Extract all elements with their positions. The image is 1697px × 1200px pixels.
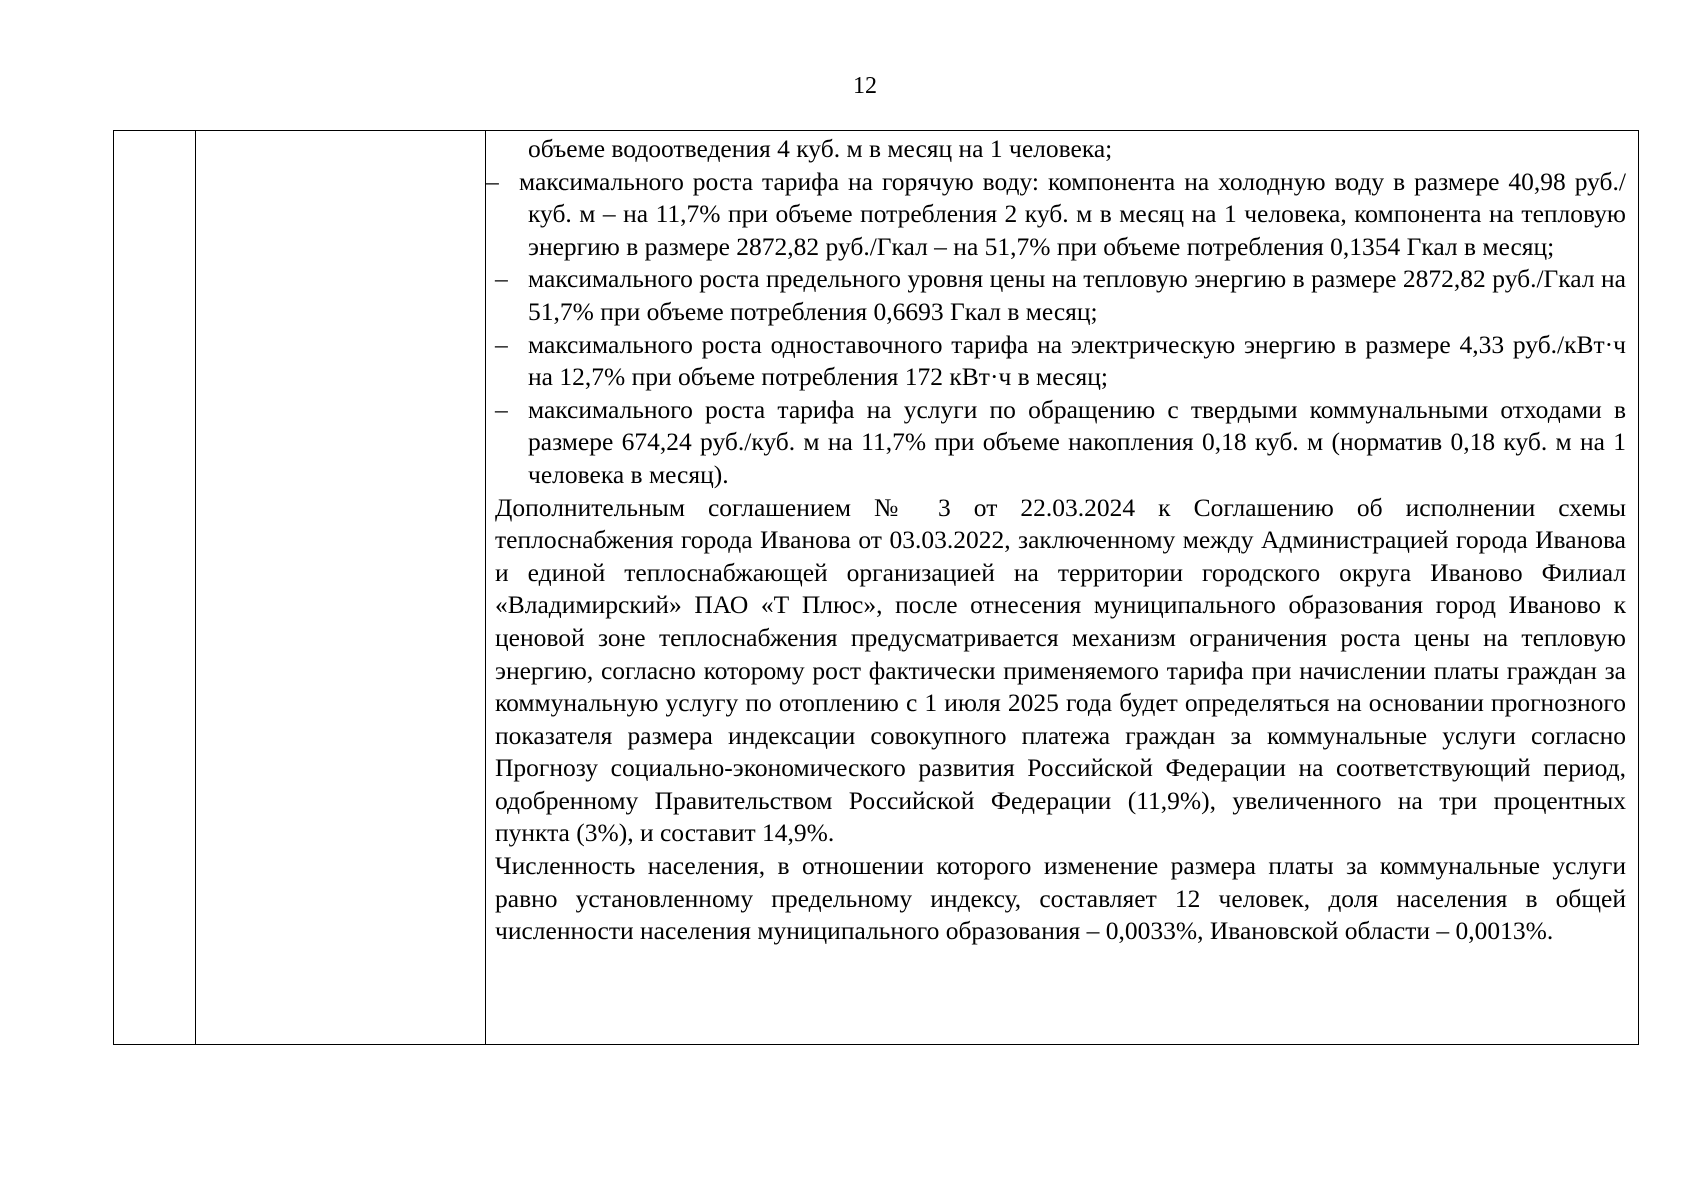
table-cell-content [486, 131, 1639, 1045]
table-cell-number [114, 131, 196, 1045]
list-item-text: максимального роста тарифа на услуги по обращению с твердыми коммунальными отходами в размере 674,24 руб./куб. м на 11,7% при объеме накопления 0,18 куб. м (норматив 0,18 куб. м на 1 человека в месяц). [528, 394, 1626, 489]
list-dash: – [486, 166, 499, 196]
list-item-text: максимального роста тарифа на горячую воду: компонента на холодную воду в размере 40,98 руб./куб. м – на 11,7% при объеме потребления 2 куб. м в месяц на 1 человека, компонента на тепловую энергию в размере 2872,82 руб./Гкал – на 51,7% при объеме потребления 0,1354 Гкал в месяц; [519, 166, 1626, 261]
continued-line: объеме водоотведения 4 куб. м в месяц на 1 человека; [528, 134, 1113, 163]
list-dash: – [495, 329, 508, 359]
paragraph-population: Численность населения, в отношении которого изменение размера платы за коммунальные услуги равно установленному предельному индексу, составляет 12 человек, доля населения в общей численности населения муниципального образования – 0,0033%, Ивановской области – 0,0013%. [495, 851, 1626, 946]
table-cell-name [196, 131, 486, 1045]
list-dash: – [495, 264, 508, 294]
list-item [495, 394, 1626, 492]
document-table [113, 130, 1639, 1045]
list-item-text: максимального роста одноставочного тарифа на электрическую энергию в размере 4,33 руб./кВт·ч на 12,7% при объеме потребления 172 кВт·ч в месяц; [528, 329, 1626, 392]
list-item [495, 329, 1626, 394]
table-row [114, 131, 1639, 1045]
list-item-text: максимального роста предельного уровня цены на тепловую энергию в размере 2872,82 руб./Гкал на 51,7% при объеме потребления 0,6693 Гкал в месяц; [528, 264, 1626, 326]
content-text-block [486, 131, 1638, 948]
list-item [495, 263, 1626, 328]
page-number: 12 [853, 73, 877, 99]
paragraph-agreement: Дополнительным соглашением № 3 от 22.03.2024 к Соглашению об исполнении схемы теплоснабжения города Иванова от 03.03.2022, заключенному между Администрацией города Иванова и единой теплоснабжающей организацией на территории городского округа Иваново Филиал «Владимирский» ПАО «Т Плюс», после отнесения муниципального образования город Иваново к ценовой зоне теплоснабжения предусматривается механизм ограничения роста цены на тепловую энергию, согласно которому рост фактически применяемого тарифа при начислении платы граждан за коммунальную услугу по отоплению с 1 июля 2025 года будет определяться на основании прогнозного показателя размера индексации совокупного платежа граждан за коммунальные услуги согласно Прогнозу социально-экономического развития Российской Федерации на соответствующий период, одобренному Правительством Российской Федерации (11,9%), увеличенного на три процентных пункта (3%), и составит 14,9%. [495, 492, 1626, 848]
list-item [486, 166, 1626, 264]
list-dash: – [495, 394, 508, 424]
